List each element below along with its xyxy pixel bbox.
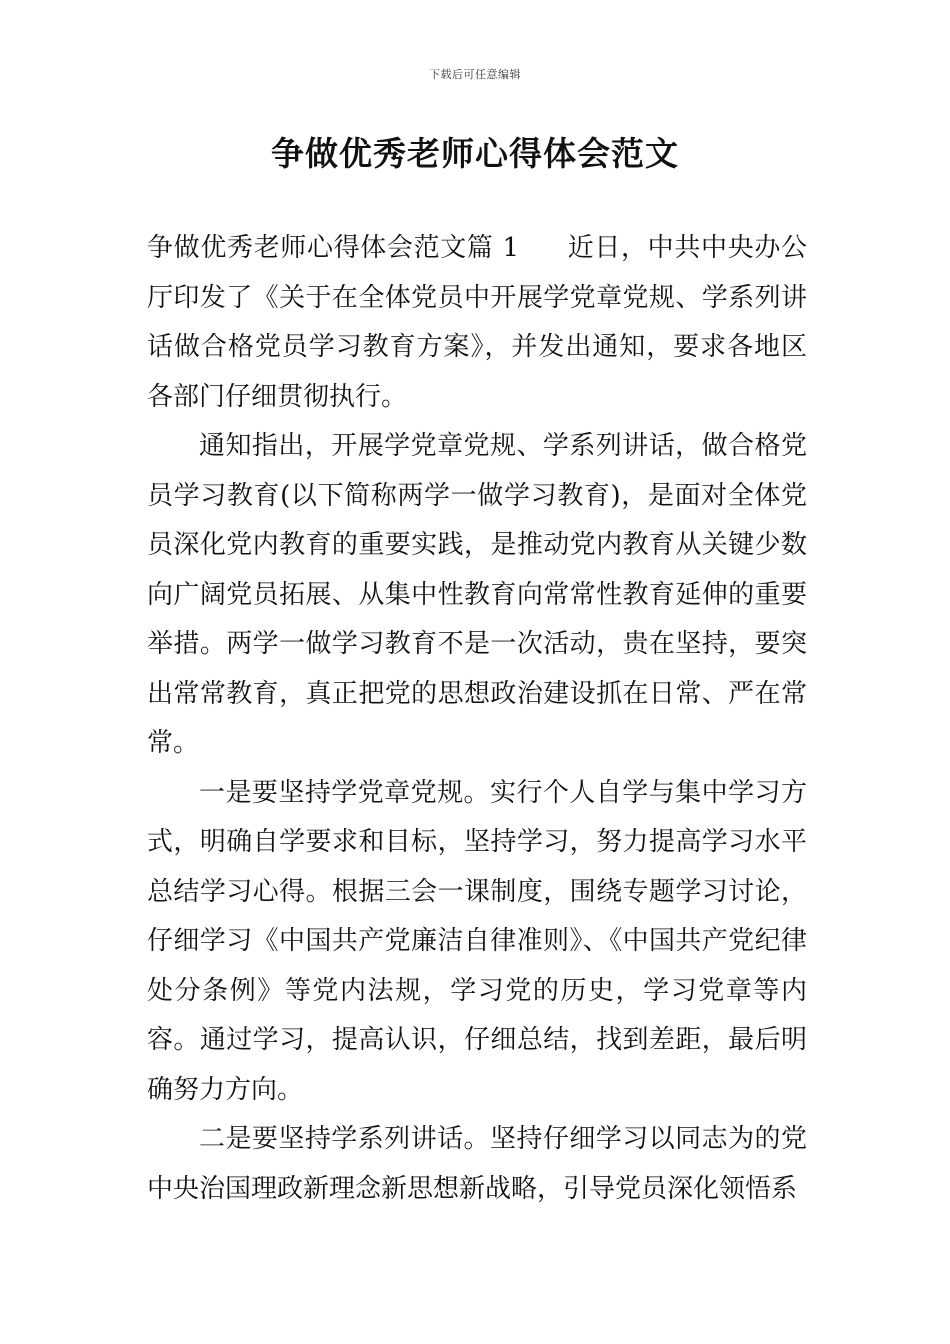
- paragraph-2: 通知指出，开展学党章党规、学系列讲话，做合格党员学习教育(以下简称两学一做学习教育)，是面对全体党员深化党内教育的重要实践，是推动党内教育从关键少数向广阔党员拓展、从集中性教育向常常性教育延伸的重要举措。两学一做学习教育不是一次活动，贵在坚持，要突出常常教育，真正把党的思想政治建设抓在日常、严在常常。: [147, 431, 807, 758]
- document-title: 争做优秀老师心得体会范文: [271, 134, 679, 173]
- header-note: 下载后可任意编辑: [429, 68, 521, 81]
- paragraph-3: 一是要坚持学党章党规。实行个人自学与集中学习方式，明确自学要求和目标，坚持学习，努力提高学习水平总结学习心得。根据三会一课制度，围绕专题学习讨论，仔细学习《中国共产党廉洁自律准则》、《中国共产党纪律处分条例》等党内法规，学习党的历史，学习党章等内容。通过学习，提高认识，仔细总结，找到差距，最后明确努力方向。: [147, 777, 807, 1105]
- document-body: [147, 224, 807, 1214]
- paragraph-4: 二是要坚持学系列讲话。坚持仔细学习以同志为的党中央治国理政新理念新思想新战略，引导党员深化领悟系: [147, 1124, 807, 1204]
- paragraph-1-text: 近日，中共中央办公厅印发了《关于在全体党员中开展学党章党规、学系列讲话做合格党员学习教育方案》，并发出通知，要求各地区各部门仔细贯彻执行。: [147, 233, 807, 412]
- section-heading: 争做优秀老师心得体会范文篇 1: [147, 233, 520, 263]
- paragraph-1: [147, 224, 807, 422]
